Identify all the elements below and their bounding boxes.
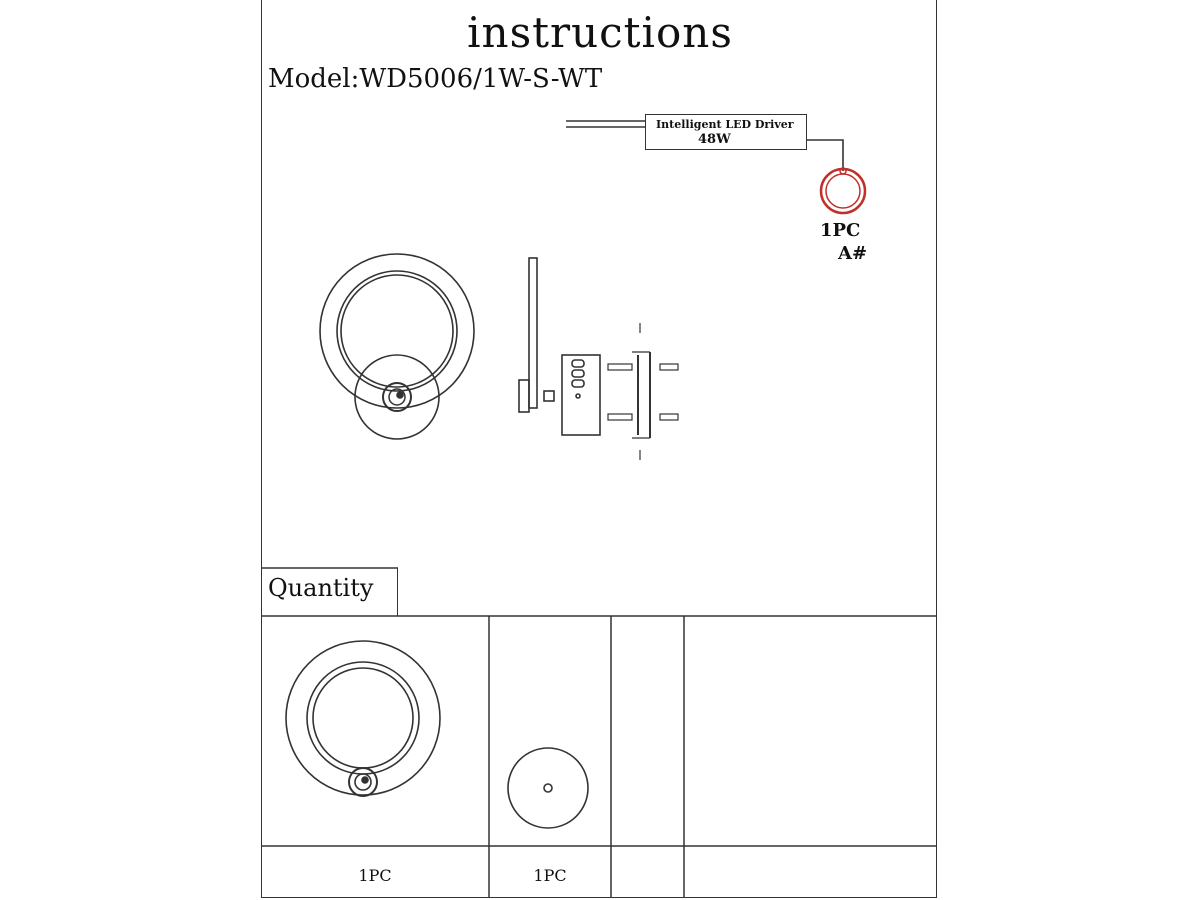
page-title: instructions [467, 8, 733, 57]
canopy-side-view-drawing [562, 355, 600, 435]
quantity-tab [261, 568, 398, 616]
quantity-heading: Quantity [268, 574, 374, 602]
remote-receiver-ring-icon [821, 168, 865, 213]
quantity-lamp-ring-icon [286, 641, 440, 796]
remote-code-label: A# [838, 243, 868, 264]
driver-wattage: 48W [698, 132, 731, 147]
quantity-ceiling-plate-icon [508, 748, 588, 828]
lamp-front-view-drawing [320, 254, 474, 439]
remote-quantity-label: 1PC [820, 220, 861, 241]
driver-label: Intelligent LED Driver [656, 118, 794, 131]
quantity-table-grid [261, 568, 937, 898]
quantity-cell-plate: 1PC [533, 866, 567, 885]
model-number: Model:WD5006/1W-S-WT [268, 64, 603, 94]
lamp-side-view-drawing [519, 258, 554, 412]
quantity-cell-lamp: 1PC [358, 866, 392, 885]
mounting-bracket-drawing [608, 323, 678, 460]
led-driver-box [645, 114, 807, 150]
